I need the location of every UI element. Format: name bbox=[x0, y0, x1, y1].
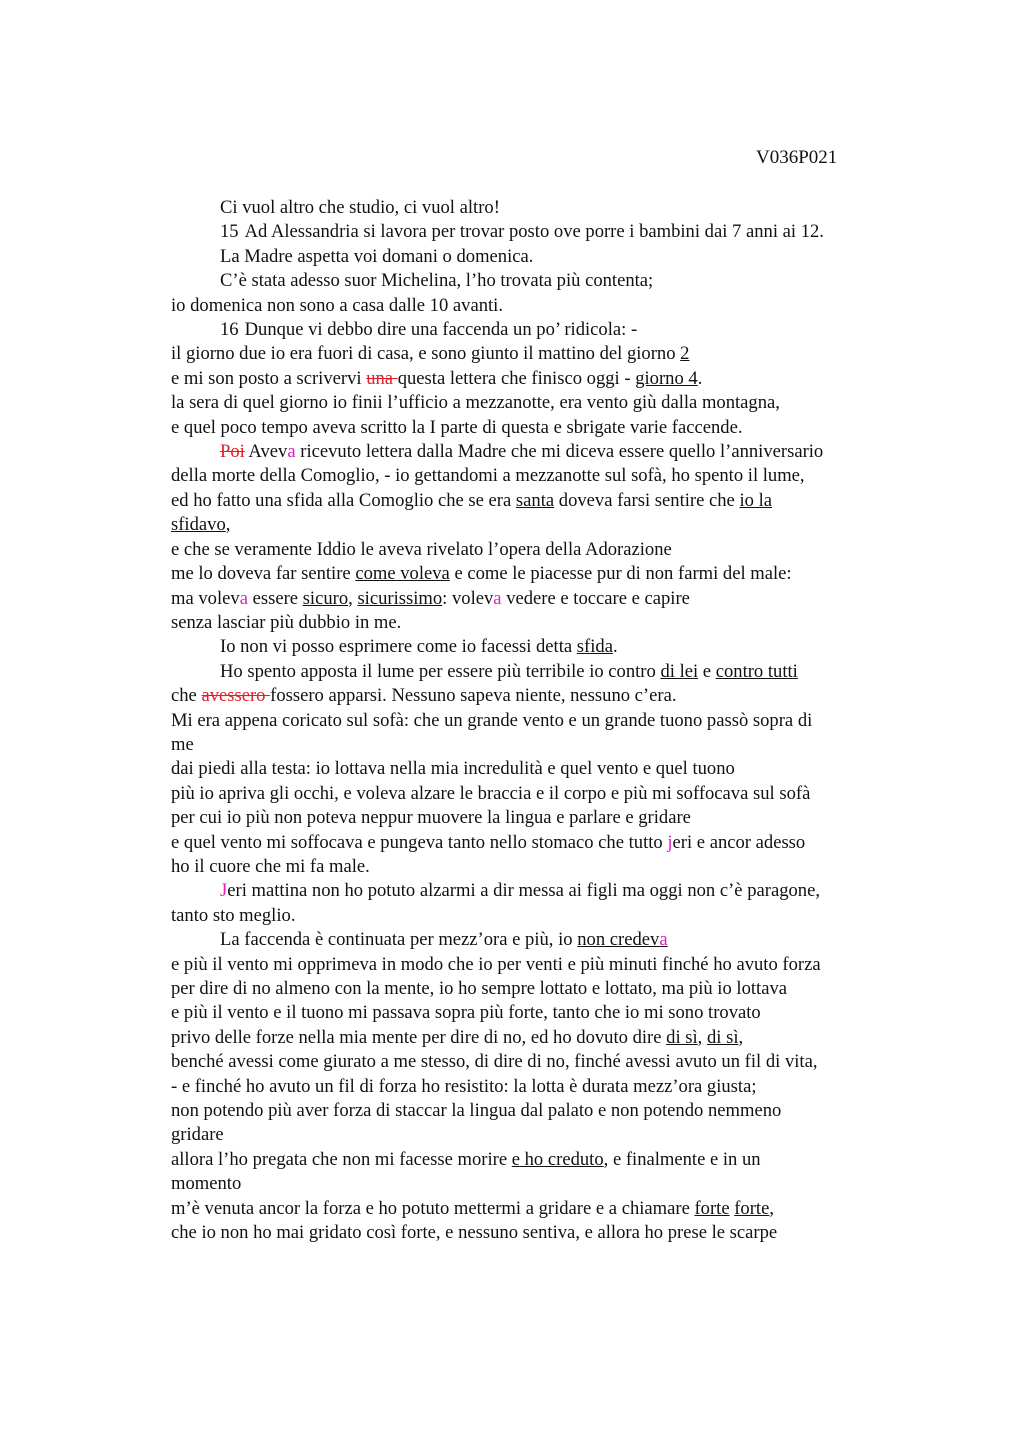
line-text: . bbox=[612, 636, 618, 658]
text-line bbox=[171, 587, 1011, 611]
text-line bbox=[171, 611, 1011, 635]
line-text: per cui io più non poteva neppur muovere la lingua e parlare e gridare bbox=[171, 807, 691, 829]
text-line bbox=[171, 513, 1011, 537]
text-line bbox=[171, 1197, 1011, 1221]
line-text: m’è venuta ancor la forza e ho potuto mettermi a gridare e a chiamare bbox=[171, 1197, 695, 1219]
text-line bbox=[171, 977, 1011, 1001]
text-line bbox=[171, 879, 1011, 903]
line-text: allora l’ho pregata che non mi facesse morire bbox=[171, 1148, 512, 1170]
line-text: Mi era appena coricato sul sofà: che un grande vento e un grande tuono passò sopra di bbox=[171, 709, 813, 731]
line-text: della morte della Comoglio, - io gettandomi a mezzanotte sul sofà, ho spento il lume, bbox=[171, 465, 805, 487]
underlined-text: sicurissimo bbox=[357, 587, 443, 609]
line-text: Dunque vi debbo dire una faccenda un po’ ridicola: - bbox=[244, 319, 638, 341]
text-line bbox=[171, 782, 1011, 806]
line-text: Io non vi posso esprimere come io facessi detta bbox=[220, 636, 577, 658]
deleted-text: avessero bbox=[201, 685, 271, 707]
text-line bbox=[171, 709, 1011, 733]
text-line bbox=[171, 391, 1011, 415]
line-text: eri e ancor adesso bbox=[672, 831, 806, 853]
line-text: La faccenda è continuata per mezz’ora e più, io bbox=[220, 929, 578, 951]
line-text: io domenica non sono a casa dalle 10 avanti. bbox=[171, 294, 504, 316]
line-text: . bbox=[697, 367, 703, 389]
text-line bbox=[171, 1026, 1011, 1050]
text-line bbox=[171, 1099, 1011, 1123]
line-text: fossero apparsi. Nessuno sapeva niente, nessuno c’era. bbox=[270, 685, 677, 707]
text-line bbox=[171, 1050, 1011, 1074]
letter-body bbox=[171, 196, 1011, 1245]
underlined-text bbox=[577, 929, 667, 950]
inserted-text: j bbox=[667, 831, 673, 853]
line-text: essere bbox=[247, 587, 303, 609]
line-text: vedere e toccare e capire bbox=[501, 587, 690, 609]
text-line bbox=[171, 416, 1011, 440]
text-line bbox=[171, 806, 1011, 830]
underlined-text: forte bbox=[734, 1197, 770, 1219]
text-line bbox=[171, 318, 1011, 342]
line-text: e bbox=[698, 660, 716, 682]
text-line bbox=[171, 294, 1011, 318]
underlined-text: 2 bbox=[680, 343, 690, 365]
paragraph-number: 16 bbox=[220, 319, 239, 341]
line-text: e come le piacesse pur di non farmi del male: bbox=[449, 563, 792, 585]
line-text: , bbox=[348, 587, 358, 609]
underlined-text: contro tutti bbox=[715, 660, 798, 682]
line-text: dai piedi alla testa: io lottava nella mia incredulità e quel vento e quel tuono bbox=[171, 758, 735, 780]
underlined-text: io la bbox=[739, 489, 772, 511]
text-line bbox=[171, 1123, 1011, 1147]
line-text: e quel poco tempo aveva scritto la I parte di questa e sbrigate varie faccende. bbox=[171, 416, 743, 438]
line-text: senza lasciar più dubbio in me. bbox=[171, 611, 402, 633]
line-text: privo delle forze nella mia mente per dire di no, ed ho dovuto dire bbox=[171, 1026, 667, 1048]
text-line bbox=[171, 220, 1011, 244]
line-text: ma volev bbox=[171, 587, 240, 609]
underlined-segment: non credev bbox=[577, 929, 660, 951]
inserted-text: J bbox=[220, 880, 228, 902]
text-line bbox=[171, 196, 1011, 220]
text-line bbox=[171, 1172, 1011, 1196]
line-text: il giorno due io era fuori di casa, e sono giunto il mattino del giorno bbox=[171, 343, 681, 365]
underlined-text: sicuro bbox=[302, 587, 349, 609]
text-line bbox=[171, 904, 1011, 928]
text-line bbox=[171, 269, 1011, 293]
line-text: momento bbox=[171, 1173, 242, 1195]
text-line bbox=[171, 1001, 1011, 1025]
line-text: non potendo più aver forza di staccar la lingua dal palato e non potendo nemmeno bbox=[171, 1100, 782, 1122]
page-identifier: V036P021 bbox=[756, 147, 838, 168]
line-text: e mi son posto a scrivervi bbox=[171, 367, 367, 389]
underlined-text: sfidavo bbox=[171, 514, 226, 536]
underlined-text: sfida bbox=[576, 636, 613, 658]
underlined-text: e ho creduto bbox=[511, 1148, 604, 1170]
line-text: La Madre aspetta voi domani o domenica. bbox=[220, 245, 534, 267]
line-text: me lo doveva far sentire bbox=[171, 563, 356, 585]
text-line bbox=[171, 928, 1011, 952]
text-line bbox=[171, 342, 1011, 366]
text-line bbox=[171, 953, 1011, 977]
line-text: per dire di no almeno con la mente, io ho sempre lottato e lottato, ma più io lottava bbox=[171, 978, 788, 999]
line-text: che bbox=[171, 685, 202, 707]
line-text: , bbox=[769, 1197, 774, 1219]
underlined-text: di sì bbox=[706, 1026, 739, 1048]
line-text: e più il vento e il tuono mi passava sopra più forte, tanto che io mi sono trovato bbox=[171, 1002, 761, 1024]
text-line bbox=[171, 757, 1011, 781]
underlined-text: forte bbox=[694, 1197, 730, 1219]
text-line bbox=[171, 855, 1011, 879]
line-text: me bbox=[171, 733, 194, 755]
underlined-text: santa bbox=[515, 489, 555, 511]
text-line bbox=[171, 464, 1011, 488]
underlined-text: di lei bbox=[660, 660, 699, 682]
underlined-text: giorno 4 bbox=[635, 367, 698, 389]
text-line bbox=[171, 1221, 1011, 1245]
line-text: gridare bbox=[171, 1124, 224, 1146]
line-text: benché avessi come giurato a me stesso, di dire di no, finché avessi avuto un fil di vita, bbox=[171, 1051, 818, 1073]
text-line bbox=[171, 660, 1011, 684]
inserted-text: a bbox=[493, 587, 502, 609]
text-line bbox=[171, 440, 1011, 464]
text-line bbox=[171, 1148, 1011, 1172]
underlined-text: di sì bbox=[666, 1026, 698, 1048]
line-text: e che se veramente Iddio le aveva rivelato l’opera della Adorazione bbox=[171, 538, 672, 560]
text-line bbox=[171, 684, 1011, 708]
line-text: Ho spento apposta il lume per essere più terribile io contro bbox=[220, 660, 661, 682]
deleted-text: Poi bbox=[220, 441, 245, 463]
line-text: Ci vuol altro che studio, ci vuol altro! bbox=[220, 197, 500, 218]
inserted-text: a bbox=[239, 587, 248, 609]
inserted-text: a bbox=[287, 441, 296, 463]
paragraph-number: 15 bbox=[220, 221, 239, 243]
line-text: ricevuto lettera dalla Madre che mi diceva essere quello l’anniversario bbox=[295, 441, 824, 463]
text-line bbox=[171, 367, 1011, 391]
text-line bbox=[171, 831, 1011, 855]
line-text: più io apriva gli occhi, e voleva alzare le braccia e il corpo e più mi soffocava sul sofà bbox=[171, 782, 811, 804]
line-text: , bbox=[697, 1026, 707, 1048]
line-text: C’è stata adesso suor Michelina, l’ho trovata più contenta; bbox=[220, 270, 654, 292]
line-text: tanto sto meglio. bbox=[171, 904, 296, 926]
line-text: - e finché ho avuto un fil di forza ho resistito: la lotta è durata mezz’ora giusta; bbox=[171, 1075, 757, 1097]
text-line bbox=[171, 538, 1011, 562]
text-line bbox=[171, 489, 1011, 513]
line-text: , e finalmente e in un bbox=[603, 1148, 761, 1170]
deleted-text: una bbox=[366, 367, 398, 389]
line-text: Ad Alessandria si lavora per trovar posto ove porre i bambini dai 7 anni ai 12. bbox=[244, 221, 824, 243]
line-text: : volev bbox=[442, 587, 494, 609]
text-line bbox=[171, 245, 1011, 269]
underlined-text: come voleva bbox=[355, 563, 450, 585]
text-line bbox=[171, 1075, 1011, 1099]
line-text: ed ho fatto una sfida alla Comoglio che se era bbox=[171, 489, 516, 511]
line-text: , bbox=[738, 1026, 744, 1048]
line-text: e più il vento mi opprimeva in modo che io per venti e più minuti finché ho avuto forza bbox=[171, 953, 821, 975]
line-text: la sera di quel giorno io finii l’ufficio a mezzanotte, era vento giù dalla montagna, bbox=[171, 392, 780, 414]
line-text: e quel vento mi soffocava e pungeva tanto nello stomaco che tutto bbox=[171, 831, 668, 853]
text-line bbox=[171, 562, 1011, 586]
line-text: questa lettera che finisco oggi - bbox=[397, 367, 636, 389]
line-text: che io non ho mai gridato così forte, e nessuno sentiva, e allora ho prese le scarpe bbox=[171, 1222, 778, 1244]
line-text: Avev bbox=[244, 441, 288, 463]
text-line bbox=[171, 733, 1011, 757]
line-text: ho il cuore che mi fa male. bbox=[171, 855, 370, 877]
line-text: eri mattina non ho potuto alzarmi a dir messa ai figli ma oggi non c’è paragone, bbox=[227, 880, 820, 902]
text-line bbox=[171, 635, 1011, 659]
inserted-text: a bbox=[659, 929, 668, 951]
line-text: , bbox=[225, 514, 231, 536]
line-text: doveva farsi sentire che bbox=[554, 489, 740, 511]
